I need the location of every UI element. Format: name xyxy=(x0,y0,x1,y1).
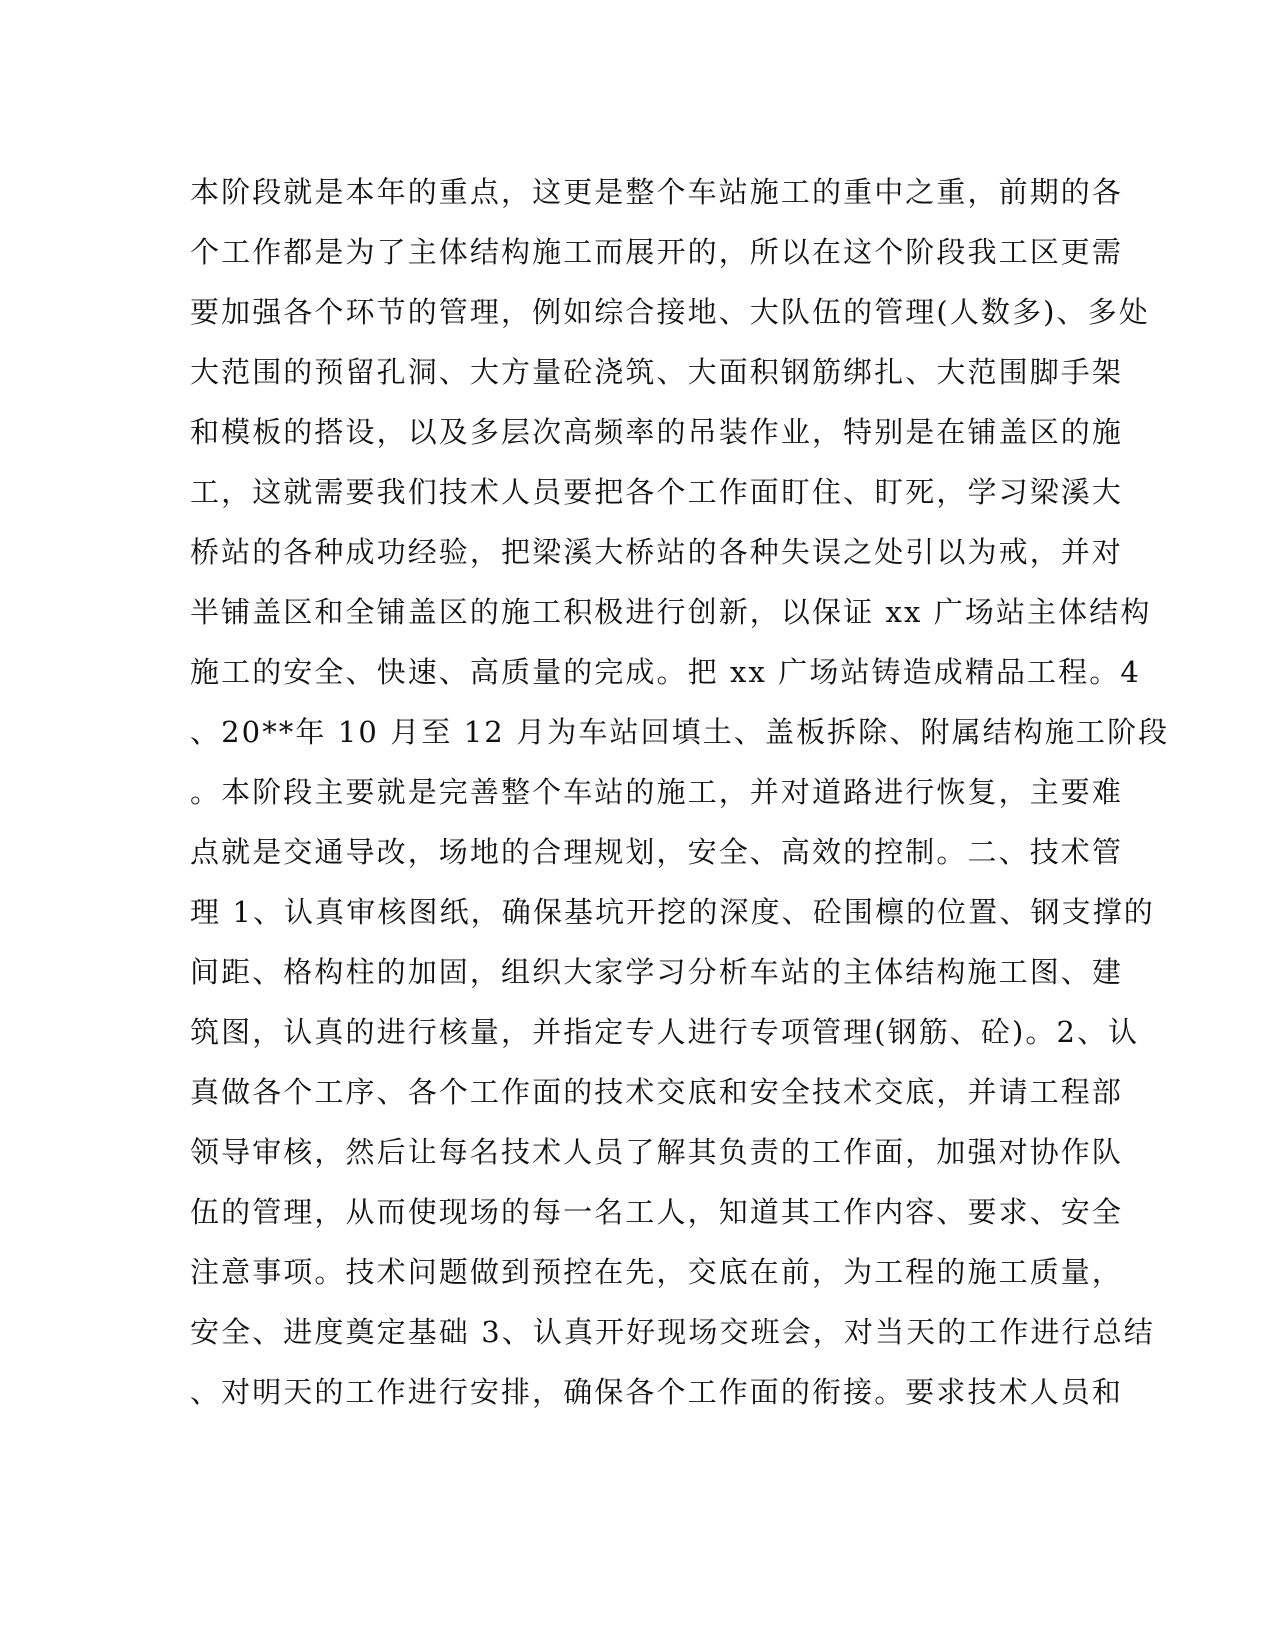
text-line-1: 本阶段就是本年的重点，这更是整个车站施工的重中之重，前期的各 xyxy=(190,175,1124,209)
text-line-18: 伍的管理，从而使现场的每一名工人，知道其工作内容、要求、安全 xyxy=(190,1195,1124,1229)
text-line-20: 安全、进度奠定基础 3、认真开好现场交班会，对当天的工作进行总结 xyxy=(190,1315,1155,1349)
text-line-17: 领导审核，然后让每名技术人员了解其负责的工作面，加强对协作队 xyxy=(190,1135,1124,1169)
text-line-19: 注意事项。技术问题做到预控在先，交底在前，为工程的施工质量， xyxy=(190,1255,1124,1289)
text-line-9: 施工的安全、快速、高质量的完成。把 xx 广场站铸造成精品工程。4 xyxy=(190,655,1141,689)
text-line-11: 。本阶段主要就是完善整个车站的施工，并对道路进行恢复，主要难 xyxy=(190,775,1124,809)
text-line-6: 工，这就需要我们技术人员要把各个工作面盯住、盯死，学习梁溪大 xyxy=(190,475,1124,509)
body-text xyxy=(190,162,1170,1422)
text-line-14: 间距、格构柱的加固，组织大家学习分析车站的主体结构施工图、建 xyxy=(190,955,1124,989)
text-line-15: 筑图，认真的进行核量，并指定专人进行专项管理(钢筋、砼)。2、认 xyxy=(190,1015,1140,1049)
text-line-13: 理 1、认真审核图纸，确保基坑开挖的深度、砼围檩的位置、钢支撑的 xyxy=(190,895,1155,929)
text-line-7: 桥站的各种成功经验，把梁溪大桥站的各种失误之处引以为戒，并对 xyxy=(190,535,1124,569)
text-line-4: 大范围的预留孔洞、大方量砼浇筑、大面积钢筋绑扎、大范围脚手架 xyxy=(190,355,1124,389)
text-line-10: 、20**年 10 月至 12 月为车站回填土、盖板拆除、附属结构施工阶段 xyxy=(190,715,1170,749)
text-line-12: 点就是交通导改，场地的合理规划，安全、高效的控制。二、技术管 xyxy=(190,835,1124,869)
text-line-5: 和模板的搭设，以及多层次高频率的吊装作业，特别是在铺盖区的施 xyxy=(190,415,1124,449)
text-line-3: 要加强各个环节的管理，例如综合接地、大队伍的管理(人数多)、多处 xyxy=(190,295,1150,329)
text-line-16: 真做各个工序、各个工作面的技术交底和安全技术交底，并请工程部 xyxy=(190,1075,1124,1109)
text-line-8: 半铺盖区和全铺盖区的施工积极进行创新，以保证 xx 广场站主体结构 xyxy=(190,595,1152,629)
text-line-2: 个工作都是为了主体结构施工而展开的，所以在这个阶段我工区更需 xyxy=(190,235,1124,269)
text-line-21: 、对明天的工作进行安排，确保各个工作面的衔接。要求技术人员和 xyxy=(190,1375,1124,1409)
